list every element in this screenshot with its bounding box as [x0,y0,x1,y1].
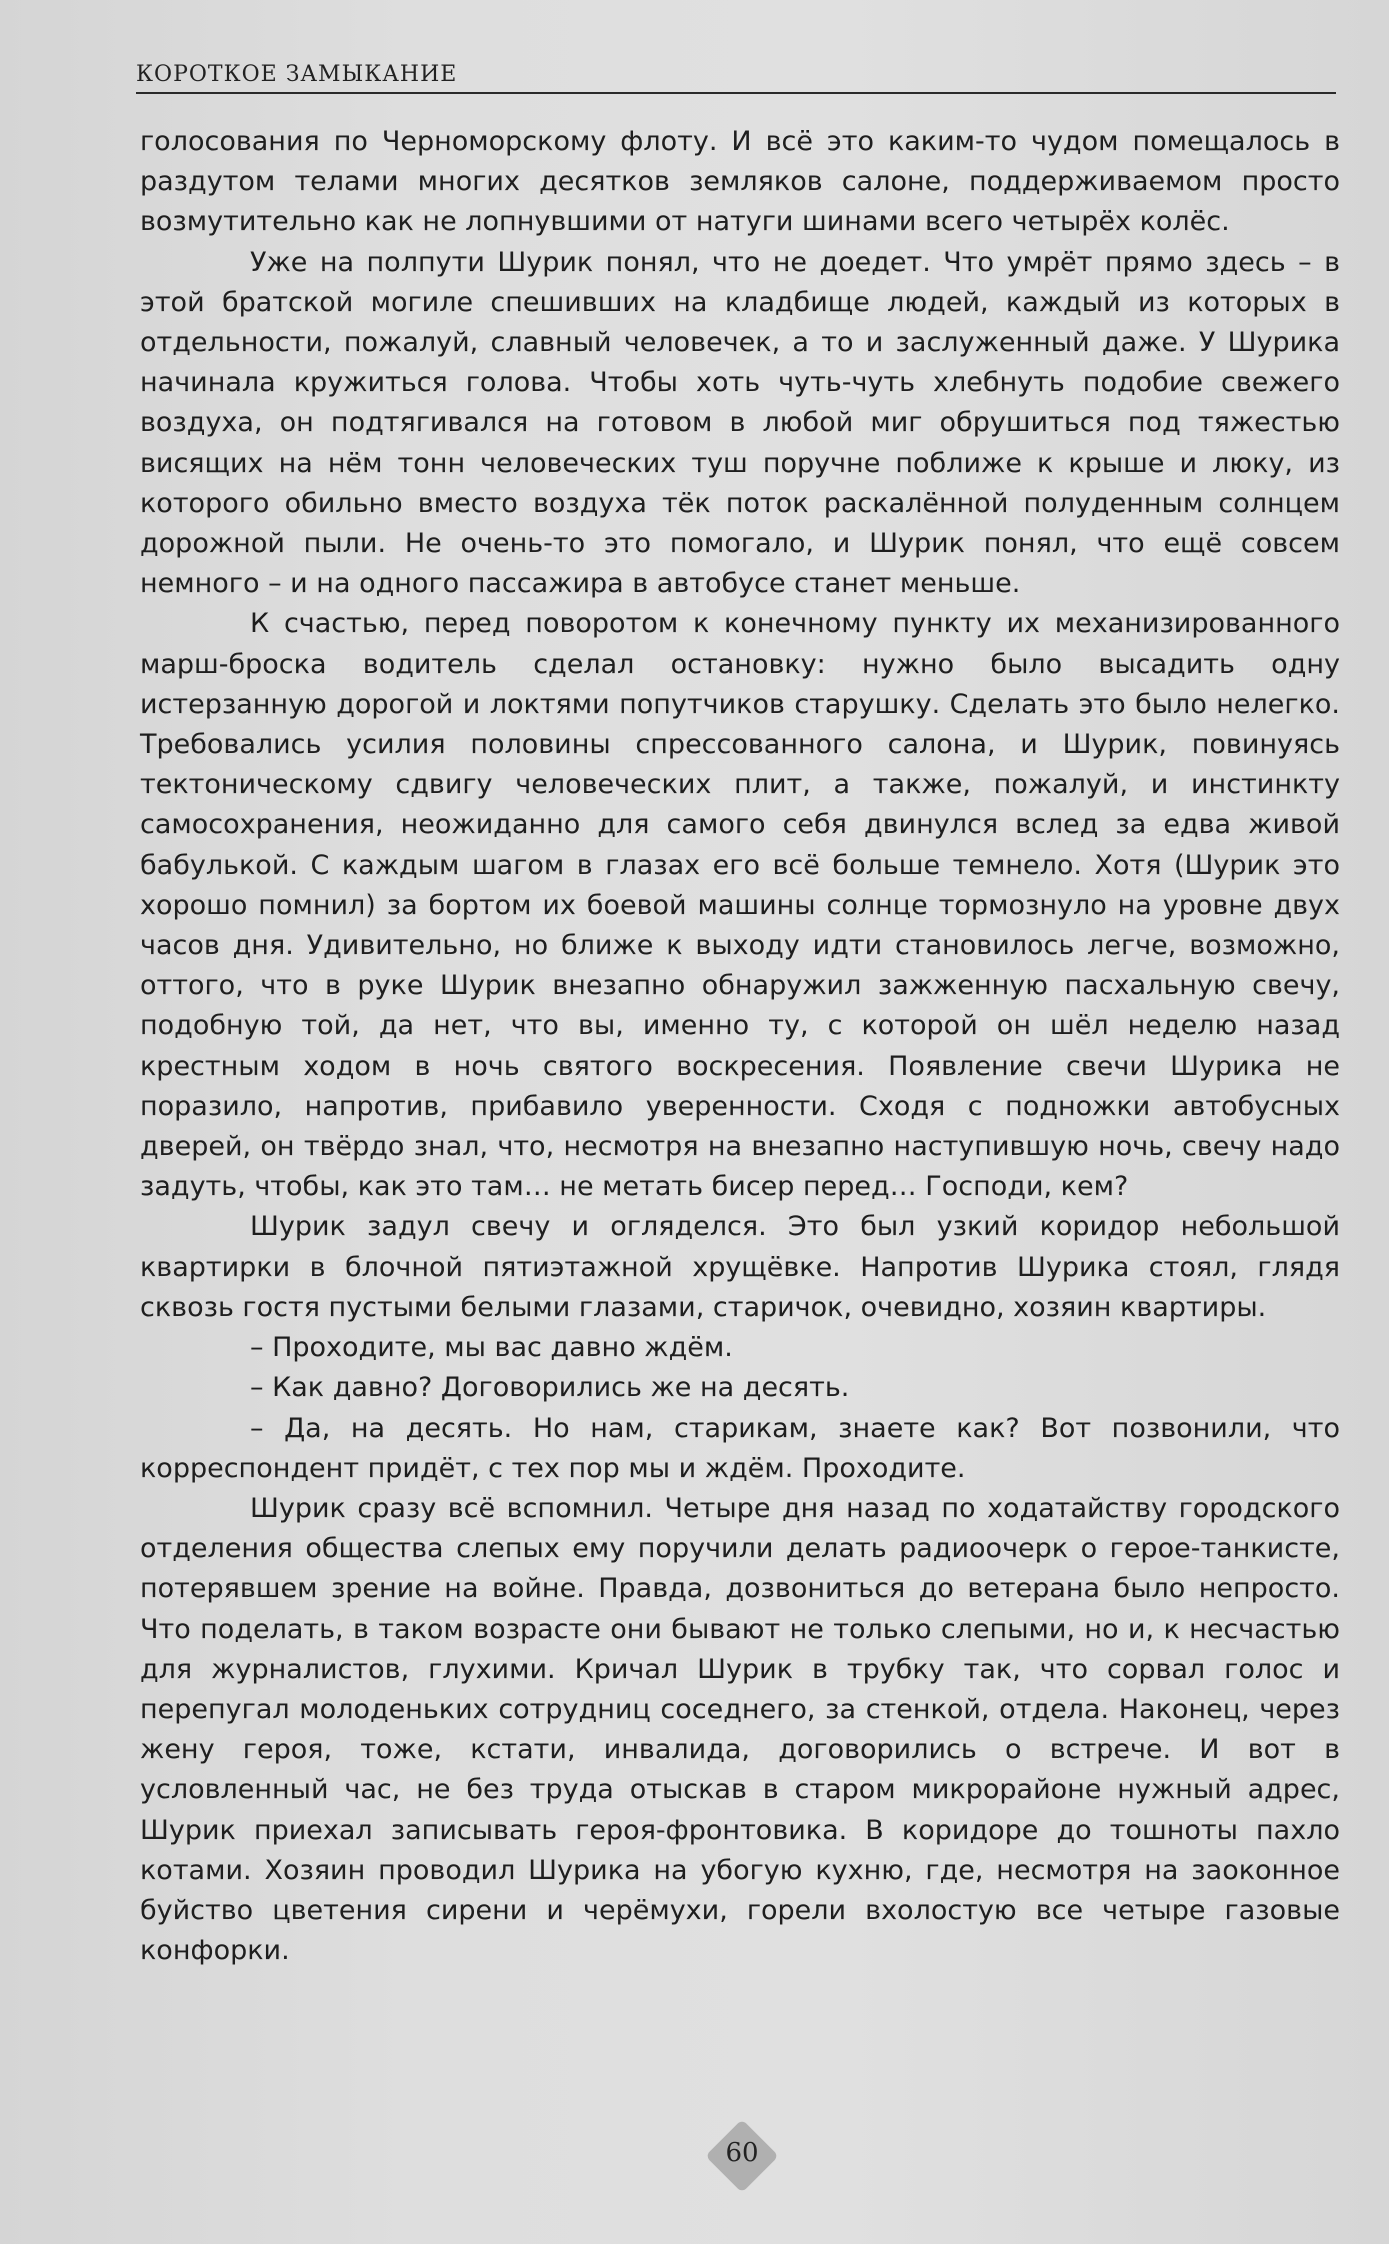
dialogue-line: – Проходите, мы вас давно ждём. [250,1332,733,1364]
dialogue-line: – Да, на десять. Но нам, старикам, знаете как? Вот позвонили, что корреспондент придёт, с тех пор мы и ждём. Проходите. [140,1412,1340,1484]
paragraph: Шурик задул свечу и огляделся. Это был узкий коридор небольшой квартирки в блочной пятиэтажной хрущёвке. Напротив Шурика стоял, глядя сквозь гостя пустыми белыми глазами, старичок, очевидно, хозяин квартиры. [140,1211,1340,1323]
running-header-title: КОРОТКОЕ ЗАМЫКАНИЕ [136,62,458,87]
running-header [136,58,1336,94]
paragraph: К счастью, перед поворотом к конечному пункту их механизированного марш-броска водитель сделал остановку: нужно было высадить одну истерзанную дорогой и локтями попутчиков старушку. Сделать это было нелегко. Требовались усилия половины спрессованного салона, и Шурик, повинуясь тектоническому сдвигу человеческих плит, а также, пожалуй, и инстинкту самосохранения, неожиданно для самого себя двинулся вслед за едва живой бабулькой. С каждым шагом в глазах его всё больше темнело. Хотя (Шурик это хорошо помнил) за бортом их боевой машины солнце тормознуло на уровне двух часов дня. Удивительно, но ближе к выходу идти становилось легче, возможно, оттого, что в руке Шурик внезапно обнаружил зажженную пасхальную свечу, подобную той, да нет, что вы, именно ту, с которой он шёл неделю назад крестным ходом в ночь святого воскресения. Появление свечи Шурика не поразило, напротив, прибавило уверенности. Сходя с подножки автобусных дверей, он твёрдо знал, что, несмотря на внезапно наступившую ночь, свечу надо задуть, чтобы, как это там… не метать бисер перед… Господи, кем? [140,608,1340,1203]
paragraph: голосования по Черноморскому флоту. И всё это каким-то чудом помещалось в раздутом телами многих десятков земляков салоне, поддерживаемом просто возмутительно как не лопнувшими от натуги шинами всего четырёх колёс. [140,126,1340,238]
paragraph: Шурик сразу всё вспомнил. Четыре дня назад по ходатайству городского отделения общества слепых ему поручили делать радиоочерк о герое-танкисте, потерявшем зрение на войне. Правда, дозвониться до ветерана было непросто. Что поделать, в таком возрасте они бывают не только слепыми, но и, к несчастью для журналистов, глухими. Кричал Шурик в трубку так, что сорвал голос и перепугал молоденьких сотрудниц соседнего, за стенкой, отдела. Наконец, через жену героя, тоже, кстати, инвалида, договорились о встрече. И вот в условленный час, не без труда отыскав в старом микрорайоне нужный адрес, Шурик приехал записывать героя-фронтовика. В коридоре до тошноты пахло котами. Хозяин проводил Шурика на убогую кухню, где, несмотря на заоконное буйство цветения сирени и черёмухи, горели вхолостую все четыре газовые конфорки. [140,1492,1340,1967]
page-number: 60 [725,2138,759,2168]
body-text [140,122,1340,1971]
paragraph: Уже на полпути Шурик понял, что не доедет. Что умрёт прямо здесь – в этой братской могиле спешивших на кладбище людей, каждый из которых в отдельности, пожалуй, славный человечек, а то и заслуженный даже. У Шурика начинала кружиться голова. Чтобы хоть чуть-чуть хлебнуть подобие свежего воздуха, он подтягивался на готовом в любой миг обрушиться под тяжестью висящих на нём тонн человеческих туш поручне поближе к крыше и люку, из которого обильно вместо воздуха тёк поток раскалённой полуденным солнцем дорожной пыли. Не очень-то это помогало, и Шурик понял, что ещё совсем немного – и на одного пассажира в автобусе станет меньше. [140,246,1340,600]
page-number-badge [710,2124,774,2188]
dialogue-line: – Как давно? Договорились же на десять. [250,1372,850,1404]
